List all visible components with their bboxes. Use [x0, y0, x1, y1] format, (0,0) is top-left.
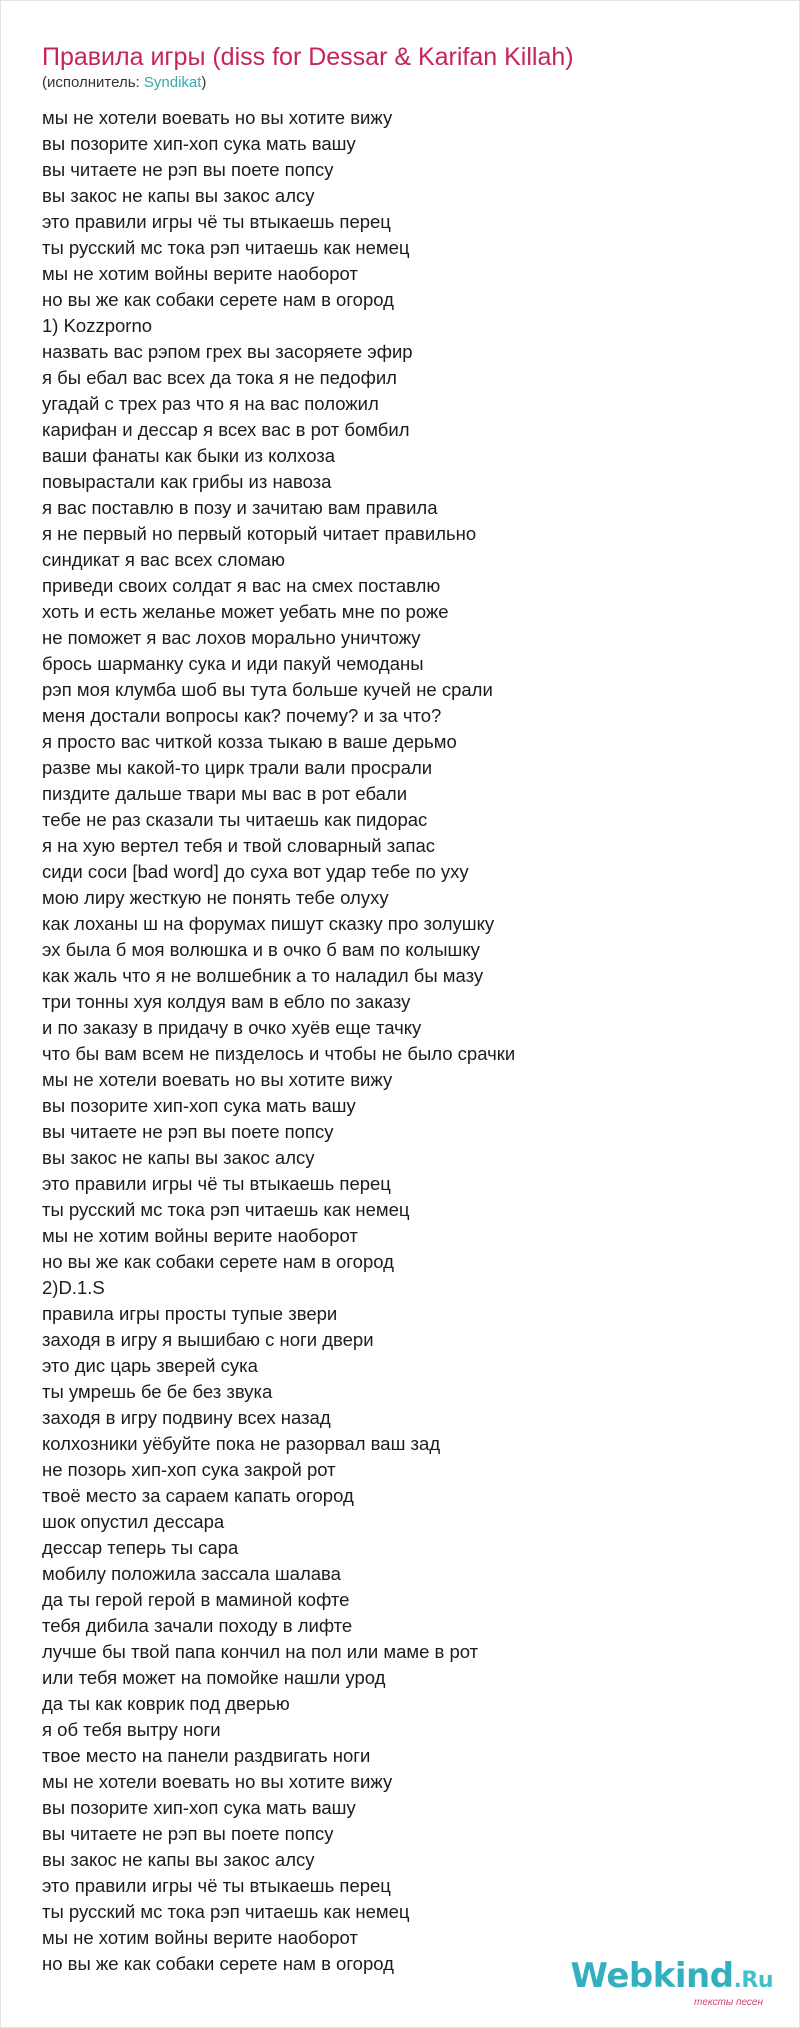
lyric-line: вы читаете не рэп вы поете попсу — [42, 1823, 334, 1844]
lyric-line: но вы же как собаки серете нам в огород — [42, 1953, 394, 1974]
lyric-line: это правили игры чё ты втыкаешь перец — [42, 211, 391, 232]
lyric-line: вы закос не капы вы закос алсу — [42, 1147, 315, 1168]
lyric-line: это дис царь зверей сука — [42, 1355, 258, 1376]
lyric-line: заходя в игру подвину всех назад — [42, 1407, 331, 1428]
lyric-line: ты умрешь бе бе без звука — [42, 1381, 273, 1402]
webkind-watermark — [571, 1958, 773, 2009]
lyric-line: мы не хотели воевать но вы хотите вижу — [42, 1771, 393, 1792]
lyric-line: карифан и дессар я всех вас в рот бомбил — [42, 419, 410, 440]
lyric-line: вы позорите хип-хоп сука мать вашу — [42, 133, 356, 154]
webkind-tld: .Ru — [733, 1968, 773, 1993]
lyric-line: мою лиру жесткую не понять тебе олуху — [42, 887, 389, 908]
lyric-line: не поможет я вас лохов морально уничтожу — [42, 627, 421, 648]
lyric-line: что бы вам всем не пизделось и чтобы не было срачки — [42, 1043, 516, 1064]
lyrics-text — [42, 105, 515, 1977]
lyric-line: меня достали вопросы как? почему? и за что? — [42, 705, 442, 726]
lyric-line: рэп моя клумба шоб вы тута больше кучей не срали — [42, 679, 493, 700]
lyric-line: как жаль что я не волшебник а то наладил бы мазу — [42, 965, 484, 986]
lyric-line: заходя в игру я вышибаю с ноги двери — [42, 1329, 374, 1350]
lyric-line: да ты как коврик под дверью — [42, 1693, 290, 1714]
song-title: Правила игры (diss for Dessar & Karifan Killah) — [42, 43, 574, 71]
lyric-line: 1) Kozzporno — [42, 315, 153, 336]
lyric-line: это правили игры чё ты втыкаешь перец — [42, 1875, 391, 1896]
lyric-line: разве мы какой-то цирк трали вали просрали — [42, 757, 433, 778]
lyric-line: вы читаете не рэп вы поете попсу — [42, 159, 334, 180]
lyric-line: мы не хотим войны верите наоборот — [42, 1225, 358, 1246]
lyric-line: и по заказу в придачу в очко хуёв еще тачку — [42, 1017, 422, 1038]
lyric-line: мобилу положила зассала шалава — [42, 1563, 341, 1584]
lyric-line: но вы же как собаки серете нам в огород — [42, 289, 394, 310]
lyric-line: колхозники уёбуйте пока не разорвал ваш зад — [42, 1433, 441, 1454]
lyric-line: вы позорите хип-хоп сука мать вашу — [42, 1797, 356, 1818]
lyric-line: вы закос не капы вы закос алсу — [42, 185, 315, 206]
byline-prefix: (исполнитель: — [42, 74, 144, 91]
lyric-line: как лоханы ш на форумах пишут сказку про золушку — [42, 913, 495, 934]
lyric-line: да ты герой герой в маминой кофте — [42, 1589, 350, 1610]
artist-byline — [42, 73, 206, 93]
lyric-line: хоть и есть желанье может уебать мне по роже — [42, 601, 449, 622]
lyric-line: я на хую вертел тебя и твой словарный запас — [42, 835, 436, 856]
lyric-line: вы позорите хип-хоп сука мать вашу — [42, 1095, 356, 1116]
lyric-line: назвать вас рэпом грех вы засоряете эфир — [42, 341, 413, 362]
lyric-line: или тебя может на помойке нашли урод — [42, 1667, 386, 1688]
lyric-line: мы не хотим войны верите наоборот — [42, 1927, 358, 1948]
lyric-line: я бы ебал вас всех да тока я не педофил — [42, 367, 397, 388]
lyric-line: тебя дибила зачали походу в лифте — [42, 1615, 353, 1636]
webkind-brand: Webkind — [570, 1956, 734, 1996]
lyric-line: повырастали как грибы из навоза — [42, 471, 332, 492]
lyric-line: синдикат я вас всех сломаю — [42, 549, 285, 570]
lyric-line: шок опустил дессара — [42, 1511, 225, 1532]
lyric-line: вы читаете не рэп вы поете попсу — [42, 1121, 334, 1142]
lyric-line: я не первый но первый который читает правильно — [42, 523, 477, 544]
lyric-line: дессар теперь ты сара — [42, 1537, 239, 1558]
lyric-line: ты русский мс тока рэп читаешь как немец — [42, 1901, 410, 1922]
lyric-line: я просто вас читкой козза тыкаю в ваше дерьмо — [42, 731, 457, 752]
lyric-line: твоё место за сараем капать огород — [42, 1485, 354, 1506]
lyric-line: мы не хотим войны верите наоборот — [42, 263, 358, 284]
webkind-tagline: тексты песен — [694, 1997, 763, 2008]
lyric-line: но вы же как собаки серете нам в огород — [42, 1251, 394, 1272]
lyric-line: не позорь хип-хоп сука закрой рот — [42, 1459, 336, 1480]
lyric-line: мы не хотели воевать но вы хотите вижу — [42, 1069, 393, 1090]
lyric-line: это правили игры чё ты втыкаешь перец — [42, 1173, 391, 1194]
lyric-line: ты русский мс тока рэп читаешь как немец — [42, 237, 410, 258]
lyric-line: твое место на панели раздвигать ноги — [42, 1745, 371, 1766]
lyric-line: ваши фанаты как быки из колхоза — [42, 445, 336, 466]
lyric-line: угадай с трех раз что я на вас положил — [42, 393, 379, 414]
lyric-line: приведи своих солдат я вас на смех поставлю — [42, 575, 441, 596]
lyric-line: пиздите дальше твари мы вас в рот ебали — [42, 783, 408, 804]
lyric-line: брось шарманку сука и иди пакуй чемоданы — [42, 653, 424, 674]
lyric-line: 2)D.1.S — [42, 1277, 105, 1298]
artist-link[interactable]: Syndikat — [143, 74, 202, 91]
lyric-line: тебе не раз сказали ты читаешь как пидорас — [42, 809, 428, 830]
byline-suffix: ) — [201, 74, 207, 91]
lyric-line: правила игры просты тупые звери — [42, 1303, 338, 1324]
lyric-line: лучше бы твой папа кончил на пол или маме в рот — [42, 1641, 479, 1662]
lyric-line: я об тебя вытру ноги — [42, 1719, 221, 1740]
lyric-line: три тонны хуя колдуя вам в ебло по заказу — [42, 991, 411, 1012]
lyric-line: вы закос не капы вы закос алсу — [42, 1849, 315, 1870]
lyric-line: мы не хотели воевать но вы хотите вижу — [42, 107, 393, 128]
webkind-logo — [571, 1958, 773, 1999]
lyric-line: ты русский мс тока рэп читаешь как немец — [42, 1199, 410, 1220]
lyric-line: я вас поставлю в позу и зачитаю вам правила — [42, 497, 438, 518]
lyric-line: эх была б моя волюшка и в очко б вам по колышку — [42, 939, 480, 960]
lyric-line: сиди соси [bad word] до суха вот удар тебе по уху — [42, 861, 469, 882]
